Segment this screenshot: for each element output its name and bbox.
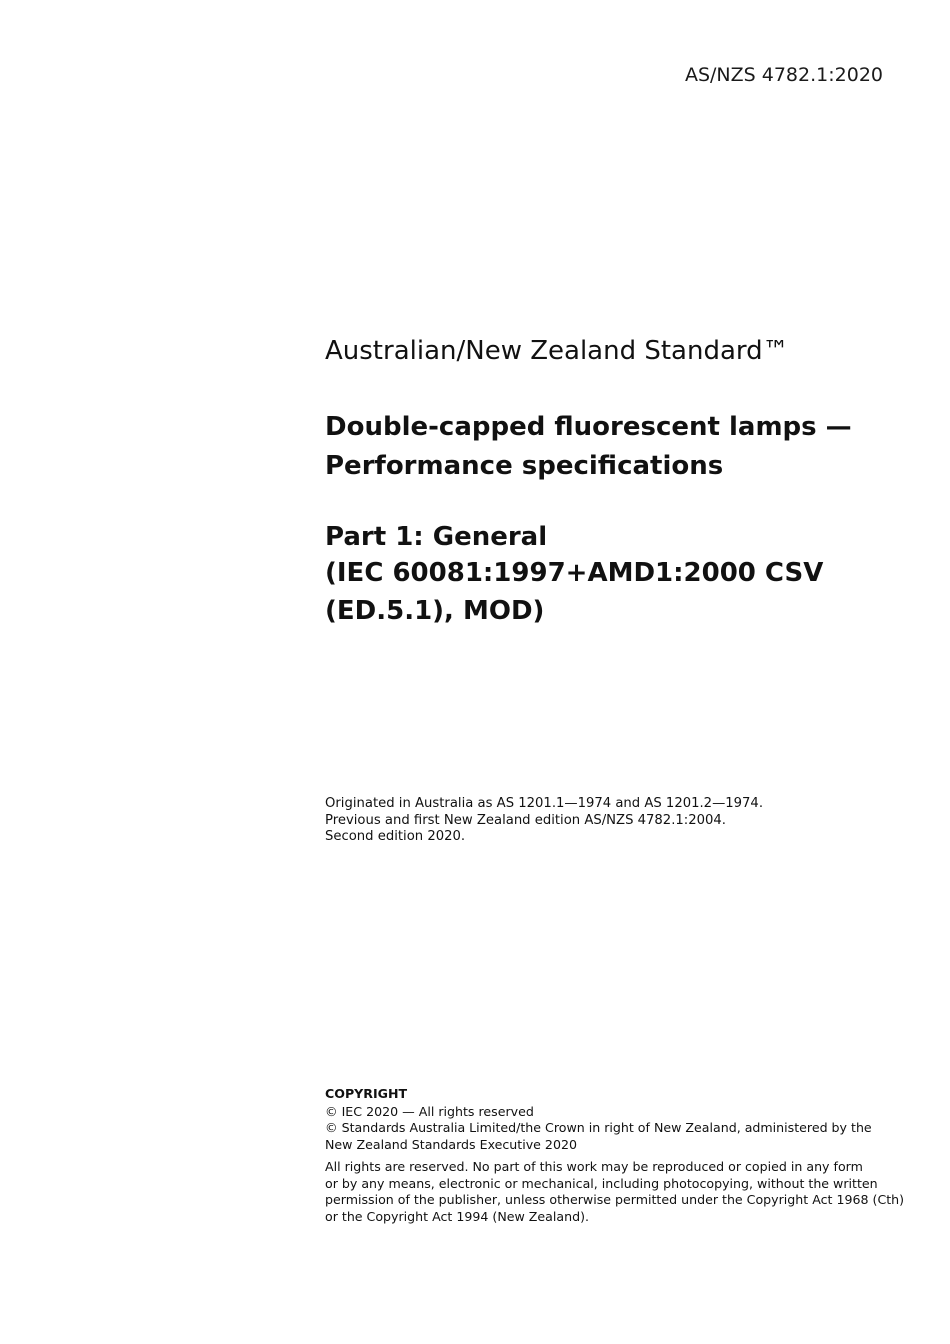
title-line-2: Performance specifications [325, 451, 724, 481]
rights-line-1: All rights are reserved. No part of this work may be reproduced or copied in any form [325, 1159, 863, 1174]
part-line-2: (IEC 60081:1997+AMD1:2000 CSV [325, 558, 824, 588]
origin-line-2: Previous and first New Zealand edition AS/NZS 4782.1:2004. [325, 812, 726, 828]
origin-statement [325, 796, 905, 846]
origin-line-1: Originated in Australia as AS 1201.1—1974 and AS 1201.2—1974. [325, 796, 764, 811]
part-title [325, 519, 905, 631]
copyright-heading: COPYRIGHT [325, 1086, 408, 1101]
copyright-block [325, 1086, 905, 1225]
rights-line-2: or by any means, electronic or mechanical, including photocopying, without the written [325, 1175, 878, 1191]
part-line-1: Part 1: General [325, 522, 548, 552]
rights-line-3: permission of the publisher, unless otherwise permitted under the Copyright Act 1968 (Cth) [325, 1192, 905, 1207]
standard-label: Australian/New Zealand Standard™ [325, 336, 789, 366]
document-title [325, 408, 905, 486]
copyright-line-1: © IEC 2020 — All rights reserved [325, 1103, 534, 1119]
title-line-1: Double-capped fluorescent lamps — [325, 412, 852, 442]
copyright-line-2: © Standards Australia Limited/the Crown in right of New Zealand, administered by the [325, 1120, 872, 1135]
document-number: AS/NZS 4782.1:2020 [684, 64, 883, 86]
part-line-3: (ED.5.1), MOD) [325, 596, 545, 626]
copyright-line-3: New Zealand Standards Executive 2020 [325, 1136, 577, 1152]
origin-line-3: Second edition 2020. [325, 829, 466, 844]
rights-line-4: or the Copyright Act 1994 (New Zealand). [325, 1208, 589, 1224]
